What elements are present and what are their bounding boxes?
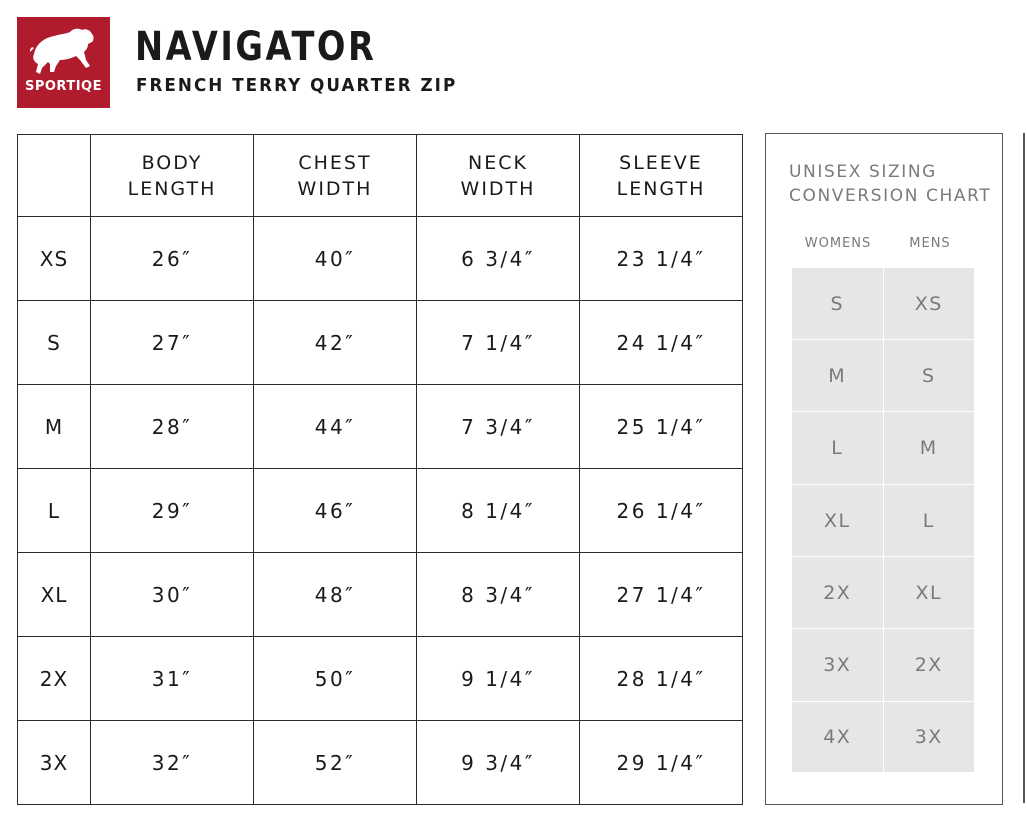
- mens-size-cell: XS: [884, 268, 975, 339]
- brand-name: SPORTIQE: [24, 79, 102, 94]
- table-row: [18, 301, 743, 385]
- conversion-title: [789, 160, 999, 208]
- conversion-row: [792, 340, 975, 412]
- mens-size-cell: M: [884, 412, 975, 484]
- mens-size-cell: L: [884, 485, 975, 556]
- header-label: WIDTH: [297, 177, 373, 200]
- womens-size-cell: M: [792, 340, 883, 411]
- header-label: LENGTH: [616, 177, 706, 200]
- sleeve-length-cell: 24 1/4″: [580, 301, 743, 385]
- mens-size-cell: XL: [884, 557, 975, 628]
- neck-width-cell: 8 3/4″: [417, 553, 580, 637]
- body-length-cell: 30″: [91, 553, 254, 637]
- conversion-row: [792, 485, 975, 557]
- table-row: [18, 385, 743, 469]
- chest-width-cell: 46″: [254, 469, 417, 553]
- header-sleeve-length: [580, 135, 743, 217]
- size-table: [17, 134, 743, 805]
- size-cell: XS: [18, 217, 91, 301]
- neck-width-cell: 6 3/4″: [417, 217, 580, 301]
- header-label: CHEST: [298, 151, 372, 174]
- mens-size-cell: 2X: [884, 629, 975, 701]
- mens-size-cell: S: [884, 340, 975, 411]
- conversion-title-line: UNISEX SIZING: [789, 162, 937, 182]
- table-row: [18, 469, 743, 553]
- size-cell: M: [18, 385, 91, 469]
- body-length-cell: 29″: [91, 469, 254, 553]
- header-size: [18, 135, 91, 217]
- body-length-cell: 32″: [91, 721, 254, 805]
- sleeve-length-cell: 23 1/4″: [580, 217, 743, 301]
- body-length-cell: 28″: [91, 385, 254, 469]
- chest-width-cell: 42″: [254, 301, 417, 385]
- chest-width-cell: 40″: [254, 217, 417, 301]
- chest-width-cell: 48″: [254, 553, 417, 637]
- header-chest-width: [254, 135, 417, 217]
- sleeve-length-cell: 26 1/4″: [580, 469, 743, 553]
- table-row: [18, 721, 743, 805]
- womens-size-cell: 2X: [792, 557, 883, 628]
- size-cell: L: [18, 469, 91, 553]
- header-label: LENGTH: [127, 177, 217, 200]
- neck-width-cell: 7 3/4″: [417, 385, 580, 469]
- size-cell: XL: [18, 553, 91, 637]
- header-label: BODY: [141, 151, 203, 174]
- conversion-chart: [765, 133, 1003, 805]
- header-label: SLEEVE: [619, 151, 703, 174]
- product-title: NAVIGATOR: [135, 24, 377, 70]
- womens-size-cell: 4X: [792, 702, 883, 772]
- body-length-cell: 27″: [91, 301, 254, 385]
- sleeve-length-cell: 25 1/4″: [580, 385, 743, 469]
- size-cell: S: [18, 301, 91, 385]
- header-body-length: [91, 135, 254, 217]
- mens-size-cell: 3X: [884, 702, 975, 772]
- conversion-row: [792, 268, 975, 340]
- brand-logo: [17, 17, 110, 108]
- table-row: [18, 637, 743, 721]
- neck-width-cell: 9 1/4″: [417, 637, 580, 721]
- sleeve-length-cell: 28 1/4″: [580, 637, 743, 721]
- womens-size-cell: L: [792, 412, 883, 484]
- table-row: [18, 217, 743, 301]
- conversion-grid: [792, 268, 975, 773]
- size-cell: 3X: [18, 721, 91, 805]
- conversion-title-line: CONVERSION CHART: [789, 186, 992, 206]
- womens-size-cell: S: [792, 268, 883, 339]
- conversion-row: [792, 412, 975, 485]
- sleeve-length-cell: 29 1/4″: [580, 721, 743, 805]
- body-length-cell: 26″: [91, 217, 254, 301]
- neck-width-cell: 7 1/4″: [417, 301, 580, 385]
- header-neck-width: [417, 135, 580, 217]
- page-edge-divider: [1023, 133, 1025, 803]
- womens-size-cell: 3X: [792, 629, 883, 701]
- header-label: WIDTH: [460, 177, 536, 200]
- size-table-header: [18, 135, 743, 217]
- conversion-header-womens: WOMENS: [804, 236, 872, 251]
- size-cell: 2X: [18, 637, 91, 721]
- chest-width-cell: 52″: [254, 721, 417, 805]
- neck-width-cell: 9 3/4″: [417, 721, 580, 805]
- bison-icon: [28, 26, 100, 76]
- conversion-row: [792, 629, 975, 702]
- neck-width-cell: 8 1/4″: [417, 469, 580, 553]
- chest-width-cell: 44″: [254, 385, 417, 469]
- header-label: NECK: [468, 151, 528, 174]
- product-subtitle: FRENCH TERRY QUARTER ZIP: [136, 75, 458, 96]
- conversion-row: [792, 557, 975, 629]
- conversion-header-mens: MENS: [909, 236, 951, 251]
- sleeve-length-cell: 27 1/4″: [580, 553, 743, 637]
- body-length-cell: 31″: [91, 637, 254, 721]
- conversion-row: [792, 702, 975, 773]
- womens-size-cell: XL: [792, 485, 883, 556]
- chest-width-cell: 50″: [254, 637, 417, 721]
- table-row: [18, 553, 743, 637]
